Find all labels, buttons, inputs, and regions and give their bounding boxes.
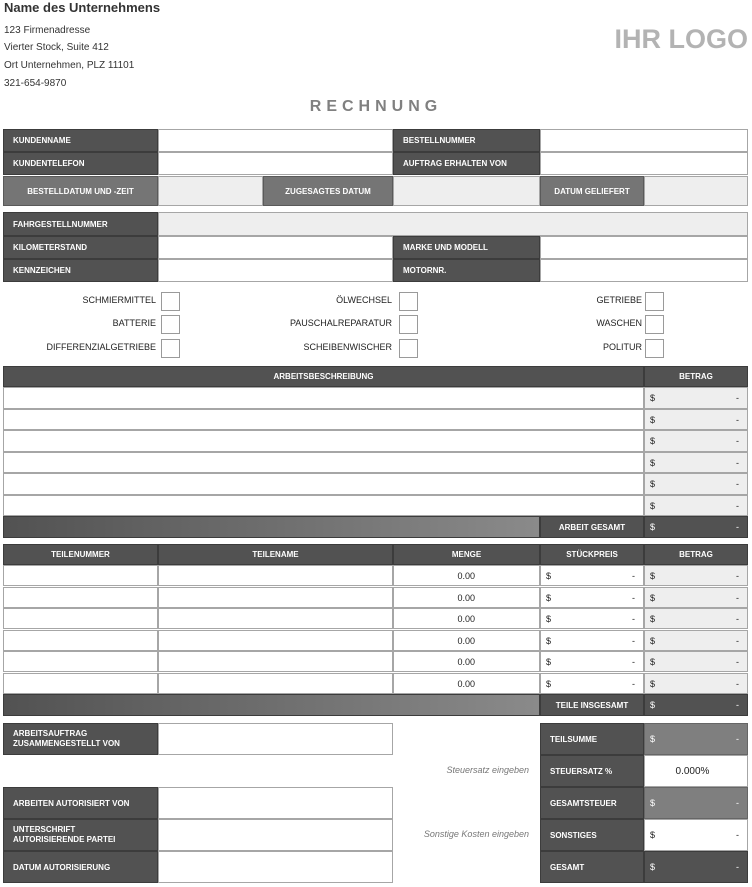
labor-total-value bbox=[644, 516, 748, 538]
parts-header: STÜCKPREIS bbox=[540, 544, 644, 565]
amount-value: - bbox=[632, 613, 635, 624]
amount-value: - bbox=[736, 862, 739, 872]
field-kundenname[interactable] bbox=[158, 129, 393, 152]
label-kilometer: KILOMETERSTAND bbox=[3, 236, 158, 259]
part-number-cell[interactable] bbox=[3, 608, 158, 629]
labor-amount-cell bbox=[644, 495, 748, 516]
company-phone: 321-654-9870 bbox=[4, 78, 67, 89]
value-total bbox=[644, 851, 748, 883]
labor-header-amount: BETRAG bbox=[644, 366, 748, 387]
label-signature: UNTERSCHRIFT AUTORISIERENDE PARTEI bbox=[3, 819, 158, 851]
amount-value: - bbox=[736, 734, 739, 744]
tax-rate-hint: Steuersatz eingeben bbox=[446, 765, 529, 775]
currency-symbol: $ bbox=[650, 457, 656, 468]
amount-value: - bbox=[736, 500, 739, 511]
part-name-cell[interactable] bbox=[158, 587, 393, 608]
input-tax-rate[interactable]: 0.000% bbox=[644, 755, 748, 787]
labor-desc-cell[interactable] bbox=[3, 473, 644, 495]
label-tax-rate: STEUERSATZ % bbox=[540, 755, 644, 787]
currency-symbol: $ bbox=[546, 635, 552, 646]
labor-amount-cell bbox=[644, 452, 748, 473]
field-bestellnummer[interactable] bbox=[540, 129, 748, 152]
currency-symbol: $ bbox=[650, 862, 656, 872]
part-number-cell[interactable] bbox=[3, 587, 158, 608]
service-checkbox[interactable] bbox=[399, 292, 418, 311]
field-kundentelefon[interactable] bbox=[158, 152, 393, 175]
currency-symbol: $ bbox=[650, 798, 656, 808]
label-bestellnummer: BESTELLNUMMER bbox=[393, 129, 540, 152]
invoice-title: RECHNUNG bbox=[309, 98, 443, 115]
value-subtotal bbox=[644, 723, 748, 755]
label-auftrag-von: AUFTRAG ERHALTEN VON bbox=[393, 152, 540, 175]
label-total: GESAMT bbox=[540, 851, 644, 883]
other-costs-hint: Sonstige Kosten eingeben bbox=[423, 829, 529, 839]
service-label: BATTERIE bbox=[112, 318, 156, 328]
part-qty-cell[interactable]: 0.00 bbox=[393, 673, 540, 694]
parts-header: TEILENUMMER bbox=[3, 544, 158, 565]
labor-amount-cell bbox=[644, 387, 748, 409]
label-zugesagt: ZUGESAGTES DATUM bbox=[263, 176, 393, 206]
part-amount-cell bbox=[644, 565, 748, 586]
amount-value: - bbox=[736, 613, 739, 624]
field-zugesagt[interactable] bbox=[393, 176, 540, 206]
company-name: Name des Unternehmens bbox=[4, 0, 161, 15]
labor-amount-cell bbox=[644, 473, 748, 495]
currency-symbol: $ bbox=[650, 592, 656, 603]
part-amount-cell bbox=[644, 673, 748, 694]
labor-amount-cell bbox=[644, 409, 748, 430]
service-checkbox[interactable] bbox=[399, 315, 418, 334]
part-name-cell[interactable] bbox=[158, 565, 393, 586]
part-qty-cell[interactable]: 0.00 bbox=[393, 587, 540, 608]
amount-value: - bbox=[736, 414, 739, 425]
label-motornr: MOTORNR. bbox=[393, 259, 540, 282]
service-label: SCHMIERMITTEL bbox=[82, 295, 156, 305]
label-auth-date: DATUM AUTORISIERUNG bbox=[3, 851, 158, 883]
label-kundenname: KUNDENNAME bbox=[3, 129, 158, 152]
service-label: POLITUR bbox=[602, 342, 642, 352]
currency-symbol: $ bbox=[546, 592, 552, 603]
currency-symbol: $ bbox=[546, 570, 552, 581]
parts-header: MENGE bbox=[393, 544, 540, 565]
part-name-cell[interactable] bbox=[158, 608, 393, 629]
part-number-cell[interactable] bbox=[3, 565, 158, 586]
amount-value: - bbox=[736, 522, 739, 532]
currency-symbol: $ bbox=[650, 734, 656, 744]
part-number-cell[interactable] bbox=[3, 630, 158, 651]
part-unitprice-cell[interactable] bbox=[540, 608, 644, 629]
parts-header: BETRAG bbox=[644, 544, 748, 565]
parts-total-value bbox=[644, 694, 748, 716]
currency-symbol: $ bbox=[546, 613, 552, 624]
part-name-cell[interactable] bbox=[158, 651, 393, 672]
amount-value: - bbox=[736, 570, 739, 581]
part-qty-cell[interactable]: 0.00 bbox=[393, 651, 540, 672]
company-suite: Vierter Stock, Suite 412 bbox=[4, 42, 109, 53]
part-amount-cell bbox=[644, 651, 748, 672]
labor-total-bar bbox=[3, 516, 540, 538]
field-geliefert[interactable] bbox=[644, 176, 748, 206]
label-kennzeichen: KENNZEICHEN bbox=[3, 259, 158, 282]
service-checkbox[interactable] bbox=[645, 315, 664, 334]
amount-value: - bbox=[736, 700, 739, 710]
service-label: ÖLWECHSEL bbox=[336, 295, 392, 305]
part-name-cell[interactable] bbox=[158, 673, 393, 694]
currency-symbol: $ bbox=[650, 500, 656, 511]
labor-header-desc: ARBEITSBESCHREIBUNG bbox=[3, 366, 644, 387]
field-bestelldatum[interactable] bbox=[158, 176, 263, 206]
part-unitprice-cell[interactable] bbox=[540, 565, 644, 586]
parts-total-bar bbox=[3, 694, 540, 716]
currency-symbol: $ bbox=[546, 678, 552, 689]
part-qty-cell[interactable]: 0.00 bbox=[393, 565, 540, 586]
amount-value: - bbox=[736, 678, 739, 689]
amount-value: - bbox=[736, 592, 739, 603]
amount-value: - bbox=[736, 830, 739, 840]
amount-value: - bbox=[632, 592, 635, 603]
labor-desc-cell[interactable] bbox=[3, 387, 644, 409]
service-checkbox[interactable] bbox=[161, 315, 180, 334]
currency-symbol: $ bbox=[650, 678, 656, 689]
part-amount-cell bbox=[644, 608, 748, 629]
part-name-cell[interactable] bbox=[158, 630, 393, 651]
amount-value: - bbox=[736, 635, 739, 646]
company-street: 123 Firmenadresse bbox=[4, 25, 91, 36]
part-unitprice-cell[interactable] bbox=[540, 587, 644, 608]
field-kennzeichen[interactable] bbox=[158, 259, 393, 282]
amount-value: - bbox=[736, 479, 739, 489]
currency-symbol: $ bbox=[650, 830, 656, 840]
service-label: SCHEIBENWISCHER bbox=[303, 342, 392, 352]
service-label: PAUSCHALREPARATUR bbox=[289, 318, 392, 328]
field-auftrag-von[interactable] bbox=[540, 152, 748, 175]
label-total-tax: GESAMTSTEUER bbox=[540, 787, 644, 819]
parts-total-label: TEILE INSGESAMT bbox=[540, 694, 644, 716]
label-fahrgestell: FAHRGESTELLNUMMER bbox=[3, 212, 158, 236]
part-unitprice-cell[interactable] bbox=[540, 630, 644, 651]
currency-symbol: $ bbox=[650, 414, 656, 425]
field-auth-date[interactable] bbox=[158, 851, 393, 883]
value-total-tax bbox=[644, 787, 748, 819]
label-compiled-by: ARBEITSAUFTRAG ZUSAMMENGESTELLT VON bbox=[3, 723, 158, 755]
labor-amount-cell bbox=[644, 430, 748, 452]
currency-symbol: $ bbox=[650, 570, 656, 581]
amount-value: - bbox=[736, 656, 739, 667]
currency-symbol: $ bbox=[650, 479, 656, 489]
part-qty-cell[interactable]: 0.00 bbox=[393, 630, 540, 651]
labor-total-label: ARBEIT GESAMT bbox=[540, 516, 644, 538]
part-amount-cell bbox=[644, 630, 748, 651]
label-bestelldatum: BESTELLDATUM UND -ZEIT bbox=[3, 176, 158, 206]
service-label: GETRIEBE bbox=[596, 295, 642, 305]
service-checkbox[interactable] bbox=[399, 339, 418, 358]
input-other[interactable] bbox=[644, 819, 748, 851]
label-subtotal: TEILSUMME bbox=[540, 723, 644, 755]
label-other: SONSTIGES bbox=[540, 819, 644, 851]
currency-symbol: $ bbox=[650, 656, 656, 667]
service-label: DIFFERENZIALGETRIEBE bbox=[46, 342, 156, 352]
amount-value: - bbox=[736, 436, 739, 446]
part-number-cell[interactable] bbox=[3, 651, 158, 672]
currency-symbol: $ bbox=[650, 613, 656, 624]
field-marke[interactable] bbox=[540, 236, 748, 259]
parts-header: TEILENAME bbox=[158, 544, 393, 565]
currency-symbol: $ bbox=[650, 436, 656, 446]
service-checkbox[interactable] bbox=[645, 292, 664, 311]
amount-value: - bbox=[632, 678, 635, 689]
part-unitprice-cell[interactable] bbox=[540, 651, 644, 672]
label-marke: MARKE UND MODELL bbox=[393, 236, 540, 259]
amount-value: - bbox=[736, 457, 739, 468]
label-geliefert: DATUM GELIEFERT bbox=[540, 176, 644, 206]
service-checkbox[interactable] bbox=[161, 339, 180, 358]
part-qty-cell[interactable]: 0.00 bbox=[393, 608, 540, 629]
part-amount-cell bbox=[644, 587, 748, 608]
amount-value: - bbox=[632, 656, 635, 667]
field-fahrgestell[interactable] bbox=[158, 212, 748, 236]
part-unitprice-cell[interactable] bbox=[540, 673, 644, 694]
company-city: Ort Unternehmen, PLZ 11101 bbox=[4, 60, 135, 71]
field-signature[interactable] bbox=[158, 819, 393, 851]
amount-value: - bbox=[632, 635, 635, 646]
amount-value: - bbox=[632, 570, 635, 581]
field-compiled-by[interactable] bbox=[158, 723, 393, 755]
label-kundentelefon: KUNDENTELEFON bbox=[3, 152, 158, 175]
part-number-cell[interactable] bbox=[3, 673, 158, 694]
currency-symbol: $ bbox=[650, 700, 656, 710]
service-label: WASCHEN bbox=[596, 318, 642, 328]
service-checkbox[interactable] bbox=[645, 339, 664, 358]
logo-placeholder: IHR LOGO bbox=[614, 24, 748, 54]
labor-desc-cell[interactable] bbox=[3, 452, 644, 473]
amount-value: - bbox=[736, 798, 739, 808]
labor-desc-cell[interactable] bbox=[3, 409, 644, 430]
field-motornr[interactable] bbox=[540, 259, 748, 282]
labor-desc-cell[interactable] bbox=[3, 430, 644, 452]
currency-symbol: $ bbox=[650, 393, 656, 403]
currency-symbol: $ bbox=[650, 522, 656, 532]
label-authorized-by: ARBEITEN AUTORISIERT VON bbox=[3, 787, 158, 819]
amount-value: - bbox=[736, 393, 739, 403]
currency-symbol: $ bbox=[650, 635, 656, 646]
field-kilometer[interactable] bbox=[158, 236, 393, 259]
labor-desc-cell[interactable] bbox=[3, 495, 644, 516]
field-authorized-by[interactable] bbox=[158, 787, 393, 819]
currency-symbol: $ bbox=[546, 656, 552, 667]
service-checkbox[interactable] bbox=[161, 292, 180, 311]
